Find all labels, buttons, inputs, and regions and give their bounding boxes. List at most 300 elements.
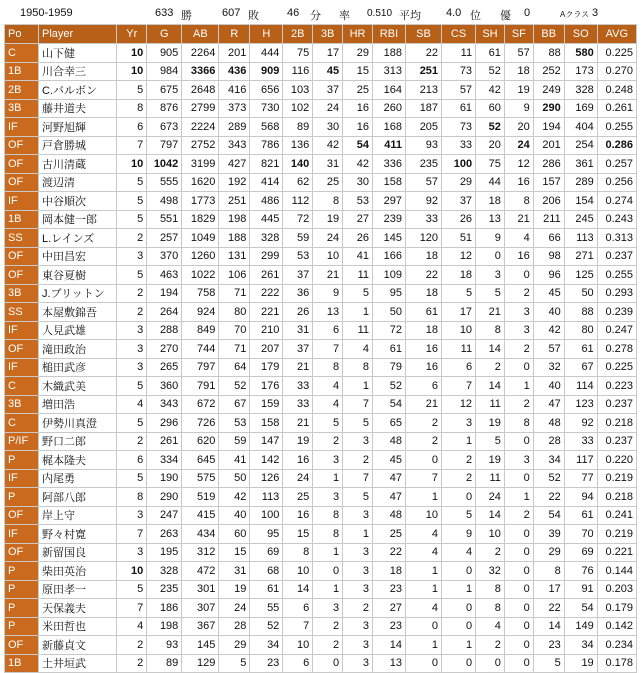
stat-cell-so: 34: [564, 636, 597, 655]
stat-cell-h: 786: [250, 136, 283, 155]
stat-cell-rbi: 47: [372, 488, 405, 507]
stat-cell-cs: 37: [442, 192, 476, 211]
avg-rank-value: 4.0: [446, 7, 462, 19]
stat-cell-rbi: 13: [372, 654, 405, 673]
column-header-3b: 3B: [313, 25, 343, 44]
table-row: [5, 44, 637, 63]
position-cell: P: [5, 451, 39, 470]
stat-cell-r: 251: [219, 192, 250, 211]
stat-cell-yr: 8: [117, 99, 147, 118]
stat-cell-rbi: 25: [372, 525, 405, 544]
stat-cell-rbi: 72: [372, 321, 405, 340]
stat-cell-sh: 14: [476, 506, 505, 525]
stat-cell-ab: 2648: [182, 81, 219, 100]
avg-cell: 0.261: [597, 99, 636, 118]
stat-cell-r: 289: [219, 118, 250, 137]
stat-cell-cs: 12: [442, 395, 476, 414]
stat-cell-cs: 0: [442, 562, 476, 581]
stat-cell-3b: 24: [313, 99, 343, 118]
stat-cell-bb: 14: [533, 617, 564, 636]
draws-value: 46: [287, 7, 300, 19]
stat-cell-rbi: 23: [372, 617, 405, 636]
table-row: [5, 451, 637, 470]
stat-cell-rbi: 54: [372, 395, 405, 414]
position-cell: C: [5, 414, 39, 433]
stat-cell-g: 343: [147, 395, 182, 414]
stat-cell-rbi: 45: [372, 451, 405, 470]
position-cell: P: [5, 599, 39, 618]
stat-cell-bb: 22: [533, 599, 564, 618]
player-name-cell: 柴田英治: [39, 562, 117, 581]
stat-cell-cs: 26: [442, 210, 476, 229]
stat-cell-3b: 30: [313, 118, 343, 137]
stat-cell-ab: 924: [182, 303, 219, 322]
stat-cell-2b: 33: [283, 395, 313, 414]
position-cell: P: [5, 488, 39, 507]
stat-cell-yr: 2: [117, 229, 147, 248]
avg-cell: 0.255: [597, 118, 636, 137]
stat-cell-ab: 575: [182, 469, 219, 488]
stat-cell-sf: 0: [504, 636, 533, 655]
stat-cell-sb: 1: [405, 562, 441, 581]
stat-cell-sb: 22: [405, 266, 441, 285]
stat-cell-g: 797: [147, 136, 182, 155]
player-name-cell: 新藤貞文: [39, 636, 117, 655]
stat-cell-rbi: 260: [372, 99, 405, 118]
stat-cell-sh: 21: [476, 303, 505, 322]
stat-cell-sb: 21: [405, 395, 441, 414]
stat-cell-hr: 30: [343, 173, 373, 192]
player-name-cell: 山下健: [39, 44, 117, 63]
stat-cell-sh: 0: [476, 654, 505, 673]
stat-cell-sb: 187: [405, 99, 441, 118]
stat-cell-3b: 4: [313, 395, 343, 414]
stat-cell-2b: 72: [283, 210, 313, 229]
stat-cell-3b: 0: [313, 562, 343, 581]
player-name-cell: 阿部八郎: [39, 488, 117, 507]
position-cell: 1B: [5, 210, 39, 229]
player-name-cell: 伊勢川真澄: [39, 414, 117, 433]
stat-cell-so: 92: [564, 414, 597, 433]
stat-cell-sb: 1: [405, 580, 441, 599]
stat-cell-rbi: 23: [372, 580, 405, 599]
stat-cell-2b: 37: [283, 266, 313, 285]
stat-cell-so: 289: [564, 173, 597, 192]
table-row: [5, 192, 637, 211]
stat-cell-yr: 3: [117, 340, 147, 359]
table-row: [5, 432, 637, 451]
stat-cell-ab: 849: [182, 321, 219, 340]
stat-cell-bb: 52: [533, 469, 564, 488]
stat-cell-sb: 10: [405, 506, 441, 525]
stat-cell-h: 61: [250, 580, 283, 599]
stat-cell-bb: 157: [533, 173, 564, 192]
stat-cell-3b: 24: [313, 229, 343, 248]
stat-cell-r: 42: [219, 488, 250, 507]
stat-cell-r: 29: [219, 636, 250, 655]
avg-cell: 0.218: [597, 488, 636, 507]
stat-cell-ab: 3366: [182, 62, 219, 81]
stat-cell-so: 19: [564, 654, 597, 673]
table-row: [5, 99, 637, 118]
table-row: [5, 543, 637, 562]
stat-cell-sh: 32: [476, 562, 505, 581]
table-row: [5, 580, 637, 599]
stat-cell-sf: 57: [504, 44, 533, 63]
stat-cell-sh: 52: [476, 62, 505, 81]
column-header-rbi: RBI: [372, 25, 405, 44]
stat-cell-bb: 40: [533, 377, 564, 396]
player-name-cell: 本屋敷錦吾: [39, 303, 117, 322]
stat-cell-cs: 1: [442, 636, 476, 655]
stat-cell-hr: 16: [343, 99, 373, 118]
column-header-avg: AVG: [597, 25, 636, 44]
table-row: [5, 358, 637, 377]
stat-cell-cs: 0: [442, 488, 476, 507]
position-cell: P: [5, 617, 39, 636]
player-name-cell: 戸倉勝城: [39, 136, 117, 155]
stat-cell-rbi: 61: [372, 340, 405, 359]
table-row: [5, 210, 637, 229]
stat-cell-2b: 6: [283, 599, 313, 618]
avg-cell: 0.257: [597, 155, 636, 174]
stat-cell-bb: 17: [533, 580, 564, 599]
stat-cell-hr: 2: [343, 451, 373, 470]
stat-cell-2b: 21: [283, 414, 313, 433]
losses-value: 607: [222, 7, 241, 19]
stat-cell-bb: 252: [533, 62, 564, 81]
stat-cell-g: 328: [147, 562, 182, 581]
stat-cell-sf: 0: [504, 525, 533, 544]
stat-cell-so: 404: [564, 118, 597, 137]
stat-cell-g: 876: [147, 99, 182, 118]
stat-cell-yr: 5: [117, 377, 147, 396]
table-row: [5, 599, 637, 618]
stat-cell-r: 50: [219, 469, 250, 488]
stat-cell-ab: 434: [182, 525, 219, 544]
stat-cell-bb: 28: [533, 432, 564, 451]
stat-cell-g: 498: [147, 192, 182, 211]
stat-cell-sh: 8: [476, 599, 505, 618]
avg-cell: 0.237: [597, 432, 636, 451]
stat-cell-cs: 1: [442, 580, 476, 599]
table-body: [5, 44, 637, 673]
position-cell: OF: [5, 155, 39, 174]
column-header-2b: 2B: [283, 25, 313, 44]
stat-cell-h: 486: [250, 192, 283, 211]
stat-cell-sh: 10: [476, 525, 505, 544]
position-cell: OF: [5, 340, 39, 359]
player-name-cell: 渡辺清: [39, 173, 117, 192]
stat-cell-hr: 11: [343, 321, 373, 340]
stat-cell-rbi: 166: [372, 247, 405, 266]
stat-cell-ab: 620: [182, 432, 219, 451]
player-name-cell: 川合幸三: [39, 62, 117, 81]
avg-cell: 0.178: [597, 654, 636, 673]
avg-cell: 0.239: [597, 303, 636, 322]
stat-cell-hr: 2: [343, 599, 373, 618]
position-cell: OF: [5, 173, 39, 192]
stat-cell-rbi: 14: [372, 636, 405, 655]
stat-cell-sf: 1: [504, 488, 533, 507]
stat-cell-sh: 2: [476, 358, 505, 377]
stat-cell-bb: 29: [533, 543, 564, 562]
stat-cell-cs: 7: [442, 377, 476, 396]
stat-cell-g: 905: [147, 44, 182, 63]
stat-cell-bb: 98: [533, 247, 564, 266]
stat-cell-rbi: 65: [372, 414, 405, 433]
stat-cell-r: 31: [219, 562, 250, 581]
stat-cell-bb: 88: [533, 44, 564, 63]
player-name-cell: 増田浩: [39, 395, 117, 414]
stat-cell-hr: 3: [343, 617, 373, 636]
draws-label: 分: [310, 10, 321, 22]
player-name-cell: 米田哲也: [39, 617, 117, 636]
avg-cell: 0.293: [597, 284, 636, 303]
stat-cell-hr: 41: [343, 247, 373, 266]
stat-cell-bb: 42: [533, 321, 564, 340]
stat-cell-yr: 3: [117, 506, 147, 525]
stat-cell-yr: 5: [117, 81, 147, 100]
stat-cell-bb: 66: [533, 229, 564, 248]
position-cell: IF: [5, 321, 39, 340]
stat-cell-sb: 0: [405, 451, 441, 470]
player-name-cell: 中田昌宏: [39, 247, 117, 266]
table-row: [5, 173, 637, 192]
stat-cell-sf: 4: [504, 229, 533, 248]
table-row: [5, 136, 637, 155]
player-name-cell: 滝田政治: [39, 340, 117, 359]
stat-cell-sf: 0: [504, 562, 533, 581]
stat-cell-sb: 1: [405, 636, 441, 655]
stat-cell-sf: 20: [504, 118, 533, 137]
column-header-sb: SB: [405, 25, 441, 44]
stat-cell-sb: 7: [405, 469, 441, 488]
player-name-cell: 新留国良: [39, 543, 117, 562]
stat-cell-h: 113: [250, 488, 283, 507]
avg-cell: 0.221: [597, 543, 636, 562]
stat-cell-yr: 2: [117, 654, 147, 673]
position-cell: OF: [5, 506, 39, 525]
table-row: [5, 562, 637, 581]
stat-cell-sb: 92: [405, 192, 441, 211]
stat-cell-rbi: 239: [372, 210, 405, 229]
stat-cell-hr: 3: [343, 432, 373, 451]
column-header-r: R: [219, 25, 250, 44]
stat-cell-h: 568: [250, 118, 283, 137]
stat-cell-r: 70: [219, 321, 250, 340]
stat-cell-3b: 21: [313, 266, 343, 285]
stat-cell-r: 41: [219, 451, 250, 470]
stat-cell-sf: 1: [504, 377, 533, 396]
stat-cell-sb: 4: [405, 525, 441, 544]
stat-cell-hr: 3: [343, 654, 373, 673]
position-cell: 3B: [5, 284, 39, 303]
stat-cell-cs: 18: [442, 266, 476, 285]
stat-cell-g: 93: [147, 636, 182, 655]
stat-cell-r: 436: [219, 62, 250, 81]
stat-cell-cs: 0: [442, 617, 476, 636]
stat-cell-rbi: 188: [372, 44, 405, 63]
rate-value: 0.510: [367, 8, 393, 19]
stat-cell-3b: 7: [313, 340, 343, 359]
stat-cell-r: 71: [219, 284, 250, 303]
table-row: [5, 155, 637, 174]
column-header-h: H: [250, 25, 283, 44]
stat-cell-2b: 89: [283, 118, 313, 137]
stat-cell-sb: 6: [405, 377, 441, 396]
stat-cell-ab: 797: [182, 358, 219, 377]
stat-cell-sb: 120: [405, 229, 441, 248]
position-cell: C: [5, 377, 39, 396]
stat-cell-ab: 519: [182, 488, 219, 507]
stat-cell-sb: 18: [405, 284, 441, 303]
position-cell: P/IF: [5, 432, 39, 451]
stat-cell-3b: 42: [313, 136, 343, 155]
avg-cell: 0.286: [597, 136, 636, 155]
stat-cell-ab: 312: [182, 543, 219, 562]
stat-cell-hr: 3: [343, 636, 373, 655]
stat-cell-ab: 791: [182, 377, 219, 396]
aclass-label: Aクラス: [560, 10, 590, 19]
position-cell: SS: [5, 303, 39, 322]
stat-cell-3b: 8: [313, 358, 343, 377]
stat-cell-bb: 48: [533, 414, 564, 433]
stat-cell-bb: 5: [533, 654, 564, 673]
stat-cell-hr: 5: [343, 488, 373, 507]
stat-cell-sh: 8: [476, 321, 505, 340]
avg-cell: 0.225: [597, 358, 636, 377]
stat-cell-ab: 1620: [182, 173, 219, 192]
avg-cell: 0.179: [597, 599, 636, 618]
stat-cell-yr: 6: [117, 118, 147, 137]
stat-cell-3b: 5: [313, 414, 343, 433]
stat-cell-3b: 1: [313, 469, 343, 488]
stat-cell-sh: 52: [476, 118, 505, 137]
stat-cell-g: 257: [147, 229, 182, 248]
avg-cell: 0.270: [597, 62, 636, 81]
stat-cell-rbi: 164: [372, 81, 405, 100]
stat-cell-2b: 116: [283, 62, 313, 81]
stat-cell-rbi: 50: [372, 303, 405, 322]
summary-bar: [0, 0, 643, 24]
stat-cell-2b: 7: [283, 617, 313, 636]
stat-cell-3b: 1: [313, 543, 343, 562]
avg-cell: 0.237: [597, 395, 636, 414]
stat-cell-sf: 0: [504, 580, 533, 599]
stat-cell-sh: 44: [476, 173, 505, 192]
stat-cell-cs: 11: [442, 340, 476, 359]
stat-cell-sh: 19: [476, 414, 505, 433]
stat-cell-sb: 205: [405, 118, 441, 137]
stat-cell-hr: 26: [343, 229, 373, 248]
stat-cell-g: 334: [147, 451, 182, 470]
stat-cell-g: 984: [147, 62, 182, 81]
position-cell: OF: [5, 266, 39, 285]
stat-cell-rbi: 52: [372, 377, 405, 396]
stat-cell-rbi: 27: [372, 599, 405, 618]
stat-cell-bb: 249: [533, 81, 564, 100]
stat-cell-rbi: 158: [372, 173, 405, 192]
stat-cell-bb: 211: [533, 210, 564, 229]
stat-cell-r: 192: [219, 173, 250, 192]
stat-cell-bb: 57: [533, 340, 564, 359]
avg-cell: 0.219: [597, 469, 636, 488]
stat-cell-h: 730: [250, 99, 283, 118]
player-name-cell: 岸上守: [39, 506, 117, 525]
stat-cell-sh: 19: [476, 451, 505, 470]
stat-cell-g: 263: [147, 525, 182, 544]
avg-cell: 0.248: [597, 81, 636, 100]
stat-cell-sf: 19: [504, 81, 533, 100]
stat-cell-g: 360: [147, 377, 182, 396]
stat-cell-ab: 3199: [182, 155, 219, 174]
position-cell: IF: [5, 192, 39, 211]
stat-cell-3b: 4: [313, 377, 343, 396]
stat-cell-bb: 96: [533, 266, 564, 285]
stat-cell-2b: 8: [283, 543, 313, 562]
stat-cell-cs: 4: [442, 543, 476, 562]
stat-cell-sh: 2: [476, 543, 505, 562]
stat-cell-hr: 1: [343, 377, 373, 396]
stat-cell-so: 80: [564, 321, 597, 340]
stat-cell-so: 173: [564, 62, 597, 81]
stat-cell-bb: 54: [533, 506, 564, 525]
stat-cell-yr: 7: [117, 599, 147, 618]
position-cell: 3B: [5, 395, 39, 414]
stat-cell-yr: 8: [117, 488, 147, 507]
stat-cell-h: 147: [250, 432, 283, 451]
stat-cell-ab: 758: [182, 284, 219, 303]
table-row: [5, 525, 637, 544]
stat-cell-3b: 19: [313, 210, 343, 229]
column-header-bb: BB: [533, 25, 564, 44]
stat-cell-ab: 472: [182, 562, 219, 581]
stat-cell-sf: 0: [504, 617, 533, 636]
stat-cell-h: 179: [250, 358, 283, 377]
rate-label: 率: [339, 10, 350, 22]
stat-cell-hr: 7: [343, 469, 373, 488]
table-row: [5, 395, 637, 414]
avg-cell: 0.220: [597, 451, 636, 470]
stat-cell-r: 53: [219, 414, 250, 433]
stat-cell-sb: 0: [405, 654, 441, 673]
stat-cell-sf: 2: [504, 395, 533, 414]
stat-cell-cs: 51: [442, 229, 476, 248]
stat-cell-yr: 5: [117, 580, 147, 599]
player-name-cell: L.レインズ: [39, 229, 117, 248]
stat-cell-3b: 25: [313, 173, 343, 192]
stat-cell-hr: 11: [343, 266, 373, 285]
stat-cell-hr: 4: [343, 340, 373, 359]
table-row: [5, 654, 637, 673]
stat-cell-cs: 5: [442, 506, 476, 525]
player-name-cell: 野々村寛: [39, 525, 117, 544]
stat-cell-so: 154: [564, 192, 597, 211]
stat-cell-r: 106: [219, 266, 250, 285]
stat-cell-2b: 16: [283, 451, 313, 470]
stat-cell-2b: 25: [283, 488, 313, 507]
stat-cell-3b: 8: [313, 192, 343, 211]
player-name-cell: 河野旭輝: [39, 118, 117, 137]
position-cell: 3B: [5, 99, 39, 118]
stat-cell-yr: 7: [117, 525, 147, 544]
stat-cell-hr: 8: [343, 358, 373, 377]
stat-cell-bb: 286: [533, 155, 564, 174]
stat-cell-hr: 29: [343, 44, 373, 63]
stat-cell-cs: 5: [442, 284, 476, 303]
stat-cell-so: 76: [564, 562, 597, 581]
